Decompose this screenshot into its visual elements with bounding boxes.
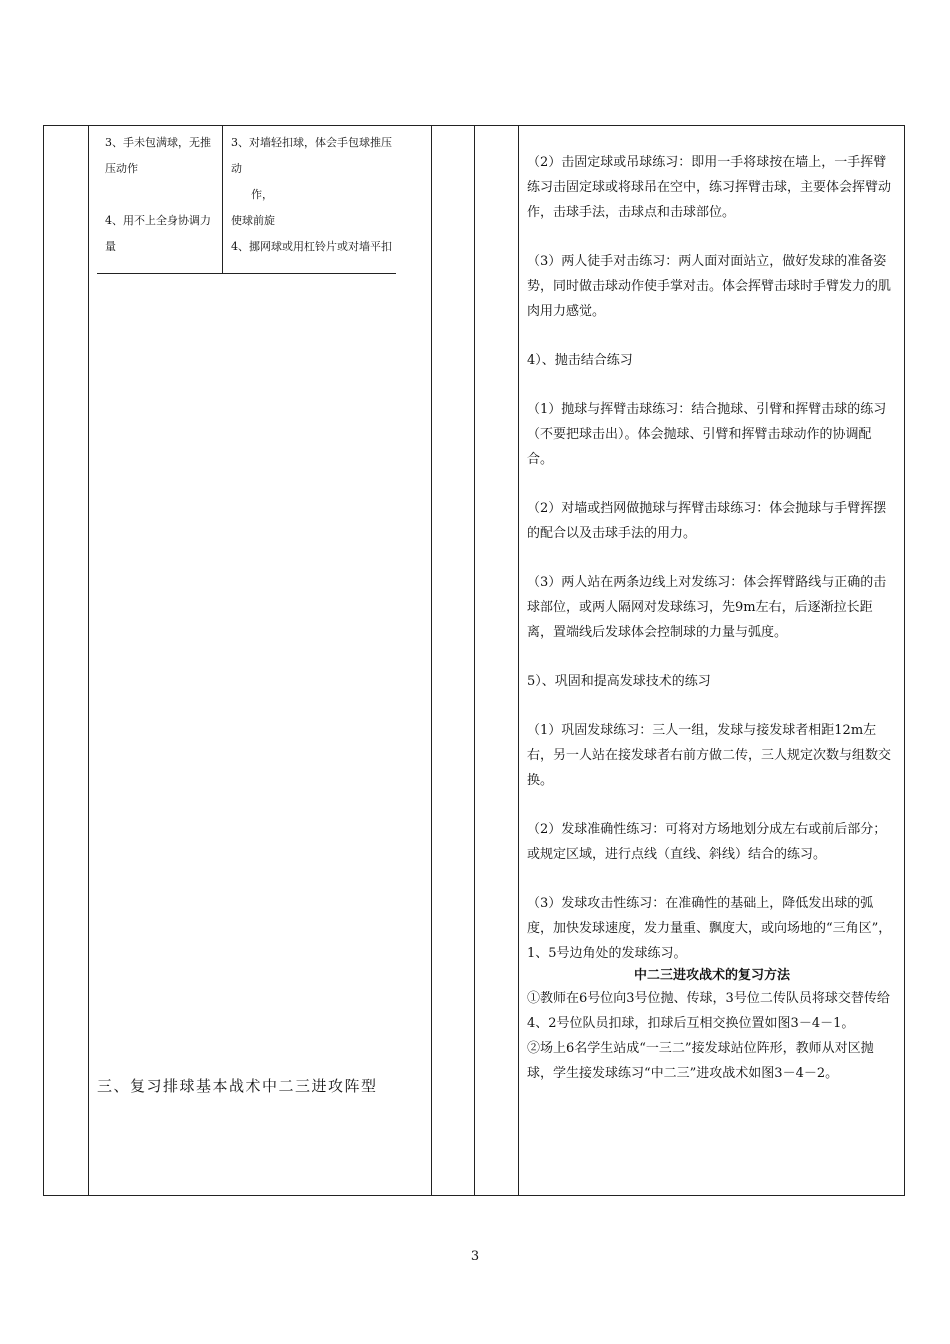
paragraph: （3）两人站在两条边线上对发练习：体会挥臂路线与正确的击球部位，或两人隔网对发球练习，先9m左右，后逐渐拉长距离，置端线后发球体会控制球的力量与弧度。	[527, 575, 887, 640]
correction-item: 4、挪网球或用杠铃片或对墙平扣	[231, 240, 392, 253]
subheading: 5）、巩固和提高发球技术的练习	[527, 674, 711, 689]
section-heading: 中二三进攻战术的复习方法	[633, 968, 790, 983]
column-divider	[518, 126, 519, 1195]
correction-item: 使球前旋	[231, 214, 275, 227]
paragraph: （3）两人徒手对击练习：两人面对面站立，做好发球的准备姿势，同时做击球动作使手掌对击。体会挥臂击球时手臂发力的肌肉用力感觉。	[527, 254, 892, 319]
paragraph: ①教师在6号位向3号位抛、传球，3号位二传队员将球交替传给4、2号位队员扣球，扣球后互相交换位置如图3－4－1。	[527, 991, 890, 1031]
paragraph: （1）抛球与挥臂击球练习：结合抛球、引臂和挥臂击球的练习（不要把球击出）。体会抛球、引臂和挥臂击球动作的协调配合。	[527, 402, 887, 467]
inner-column-divider	[222, 126, 223, 273]
error-item: 4、用不上全身协调力量	[105, 214, 211, 253]
paragraph: （3）发球攻击性练习：在准确性的基础上，降低发出球的弧度，加快发球速度，发力量重、飘度大，或向场地的“三角区”，1、5号边角处的发球练习。	[527, 896, 892, 961]
section-title: 三、复习排球基本战术中二三进攻阵型	[97, 1077, 378, 1095]
subheading: 4）、抛击结合练习	[527, 353, 633, 368]
correction-item: 作，	[251, 188, 273, 201]
paragraph: （2）击固定球或吊球练习：即用一手将球按在墙上，一手挥臂练习击固定球或将球吊在空中，练习挥臂击球，主要体会挥臂动作，击球手法，击球点和击球部位。	[527, 155, 892, 220]
paragraph: ②场上6名学生站成“一三二”接发球站位阵形，教师从对区抛球，学生接发球练习“中二三”进攻战术如图3－4－2。	[527, 1041, 874, 1081]
teaching-methods-column	[527, 150, 897, 1086]
paragraph: （1）巩固发球练习：三人一组，发球与接发球者相距12m左右，另一人站在接发球者右前方做二传，三人规定次数与组数交换。	[527, 723, 892, 788]
page-number: 3	[470, 1249, 480, 1264]
paragraph: （2）对墙或挡网做抛球与挥臂击球练习：体会抛球与手臂挥摆的配合以及击球手法的用力。	[527, 501, 887, 541]
common-errors-cell	[105, 130, 217, 260]
column-divider	[474, 126, 475, 1195]
correction-item: 3、对墙轻扣球，体会手包球推压动	[231, 136, 392, 175]
error-item: 3、手未包满球，无推压动作	[105, 136, 211, 175]
paragraph: （2）发球准确性练习：可将对方场地划分成左右或前后部分；或规定区域，进行点线（直线、斜线）结合的练习。	[527, 822, 887, 862]
error-correction-table	[97, 126, 396, 274]
correction-methods-cell	[231, 130, 393, 260]
column-divider	[88, 126, 89, 1195]
column-divider	[431, 126, 432, 1195]
